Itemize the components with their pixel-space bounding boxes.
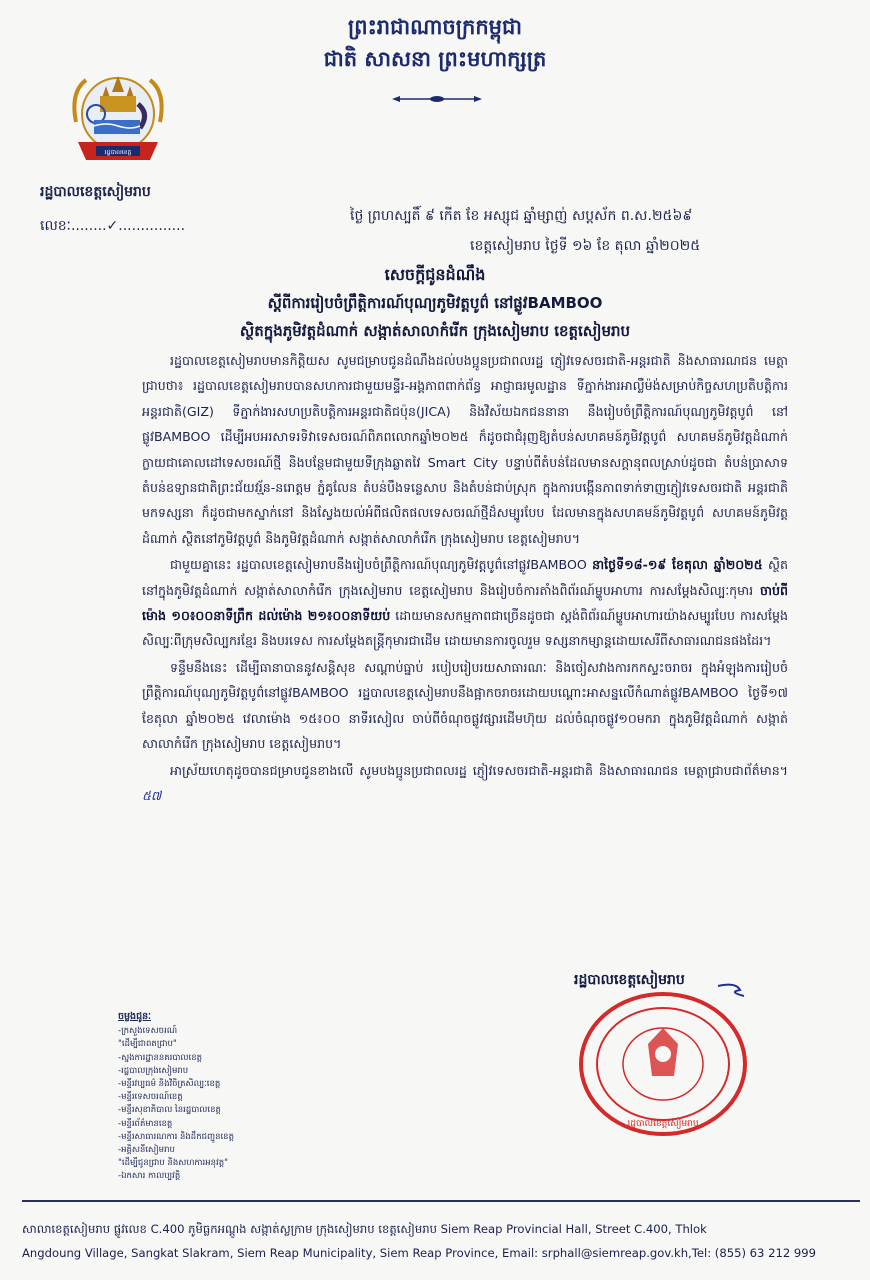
solar-date: ខេត្តសៀមរាប ថ្ងៃទី ១៦ ខែ តុលា ឆ្នាំ២០២៥ (470, 238, 701, 254)
provincial-emblem-logo (66, 62, 170, 172)
paragraph-1: រដ្ឋបាលខេត្តសៀមរាបមានកិត្តិយស សូមជម្រាបជូនដំណឹងដល់បងប្អូនប្រជាពលរដ្ឋ ភ្ញៀវទេសចរជាតិ-អន្តរជាតិ និងសាធារណជន មេត្តាជ្រាបថា៖ រដ្ឋបាលខេត្តសៀមរាបបានសហការជាមួយមន្ទីរ-អង្គភាពពាក់ព័ន្ធ អាជ្ញាធរមូលដ្ឋាន ទីភ្នាក់ងារអាល្លឺម៉ង់សម្រាប់កិច្ចសហប្រតិបត្តិការអន្តរជាតិ(GIZ) ទីភ្នាក់ងារសហប្រតិបត្តិការអន្តរជាតិជប៉ុន(JICA) និងវិស័យឯកជននានា នឹងរៀបចំព្រឹត្តិការណ៍បុណ្យភូមិវត្តបូព៌ នៅផ្លូវBAMBOO ដើម្បីអបអរសាទរទិវាទេសចរណ៍ពិភពលោកឆ្នាំ២០២៥ ក៏ដូចជាជំរុញឱ្យតំបន់សហគមន៍ភូមិវត្តបូព៌ សហគមន៍ភូមិវត្តដំណាក់ ក្លាយជាគោលដៅទេសចរណ៍ថ្មី និងបន្ថែមជាមួយទីក្រុងឆ្លាតវៃ Smart City បន្ទាប់ពីតំបន់ដែលមានសក្តានុពលស្រាប់ដូចជា តំបន់ប្រាសាទ តំបន់ឧទ្យានជាតិព្រះជ័យវរ្ម័ន-នរោត្តម ភ្នំគូលែន តំបន់បឹងទន្លេសាប និងតំបន់ជាប់ស្រុក ក្នុងការបង្កើនភាពទាក់ទាញភ្ញៀវទេសចរជាតិ អន្តរជាតិ មកទស្សនា ក៏ដូចជាមកស្នាក់នៅ និងស្វែងយល់អំពីផលិតផលទេសចរណ៍ថ្មីដ៏សម្បូរបែប ដែលមានក្នុងសហគមន៍ភូមិវត្តបូព៌ សហគមន៍ភូមិវត្តដំណាក់ ស្ថិតនៅភូមិវត្តបូព៌ និងភូមិវត្តដំណាក់ សង្កាត់សាលាកំរើក ក្រុងសៀមរាប ខេត្តសៀមរាប។ (142, 353, 788, 546)
lunar-date: ថ្ងៃ ព្រហស្បតិ៍ ៩ កើត ខែ អស្សុជ ឆ្នាំម្សាញ់ សប្តស័ក ព.ស.២៥៦៩ (350, 208, 693, 224)
cc-item: -ស្នងការដ្ឋាននគរបាលខេត្ត (118, 1052, 202, 1063)
cc-item: -មន្ទីរសុខាភិបាល នៃរដ្ឋបាលខេត្ត (118, 1105, 221, 1116)
p4-text: អាស្រ័យហេតុដូចបានជម្រាបជូនខាងលើ សូមបងប្អូនប្រជាពលរដ្ឋ ភ្ញៀវទេសចរជាតិ-អន្តរជាតិ និងសាធារណជន មេត្តាជ្រាបជាព័ត៌មាន។ (170, 762, 788, 778)
notice-subject-line-2: ស្ថិតក្នុងភូមិវត្តដំណាក់ សង្កាត់សាលាកំរើក ក្រុងសៀមរាប ខេត្តសៀមរាប (239, 322, 631, 340)
issuing-authority: រដ្ឋបាលខេត្តសៀមរាប (40, 184, 151, 200)
cc-item: -មន្ទីរសាធារណការ និងដឹកជញ្ជូនខេត្ត (118, 1131, 234, 1142)
paragraph-2 (142, 552, 788, 654)
cc-item: -អគ្គិសនីសៀមរាប (118, 1145, 175, 1156)
footer-address-line-1: សាលាខេត្តសៀមរាប ផ្លូវលេខ C.400 ភូមិធ្លកអណ្តូង សង្កាត់ស្លក្រាម ក្រុងសៀមរាប ខេត្តសៀមរាប Siem Reap Provincial Hall, Street C.400, Thlok (22, 1222, 707, 1236)
carbon-copy-list (118, 1010, 234, 1184)
p2-text-a: ជាមួយគ្នានេះ រដ្ឋបាលខេត្តសៀមរាបនឹងរៀបចំព្រឹត្តិការណ៍បុណ្យភូមិវត្តបូព៌នៅផ្លូវBAMBOO (170, 557, 593, 573)
paragraph-3: ទន្ទឹមនឹងនេះ ដើម្បីធានាបាននូវសន្តិសុខ សណ្តាប់ធ្នាប់ របៀបរៀបរយសាធារណៈ និងចៀសវាងការកកស្ទះចរាចរ ក្នុងអំឡុងការរៀបចំព្រឹត្តិការណ៍បុណ្យភូមិវត្តបូព៌នៅផ្លូវBAMBOO រដ្ឋបាលខេត្តសៀមរាបនឹងផ្អាកចរាចរដោយបណ្តោះអាសន្នលើកំណាត់ផ្លូវBAMBOO ថ្ងៃទី១៧ ខែតុលា ឆ្នាំ២០២៥ វេលាម៉ោង ១៥៖០០ នាទីរសៀល ចាប់ពីចំណុចផ្លូវផ្សារដើមហ៊ុយ ដល់ចំណុចផ្លូវ១០មករា ក្នុងភូមិវត្តដំណាក់ សង្កាត់សាលាកំរើក ក្រុងសៀមរាប ខេត្តសៀមរាប។ (142, 659, 788, 752)
cc-item: -មន្ទីរវប្បធម៌ និងវិចិត្រសិល្បៈខេត្ត (118, 1079, 221, 1090)
cc-item: -រដ្ឋបាលក្រុងសៀមរាប (118, 1065, 189, 1076)
notice-subject-line-1: ស្តីពីការរៀបចំព្រឹត្តិការណ៍បុណ្យភូមិវត្តបូព៌ នៅផ្លូវBAMBOO (267, 294, 603, 312)
footer-divider (22, 1200, 860, 1202)
notice-title: សេចក្តីជូនដំណឹង (384, 265, 486, 284)
p2-text-c: ស្ថិតនៅក្នុងភូមិវត្តដំណាក់ សង្កាត់សាលាកំរើក ក្រុងសៀមរាប ខេត្តសៀមរាប និងរៀបចំការតាំងពិព័រណ៍ម្ហូបអាហារ ការសម្តែងសិល្បៈកុមារ (142, 557, 788, 598)
p2-event-dates: នាថ្ងៃទី១៨-១៩ ខែតុលា ឆ្នាំ២០២៥ (592, 557, 763, 573)
svg-text:រដ្ឋបាលខេត្ត: រដ្ឋបាលខេត្ត (104, 149, 132, 156)
cc-item: -ក្រសួងទេសចរណ៍ (118, 1026, 178, 1037)
reference-dots: ........✓............... (70, 218, 186, 234)
notice-body (142, 348, 788, 809)
p2-text-e: ដោយមានសកម្មភាពជាច្រើនដូចជា ស្តង់ពិព័រណ៍ម្ហូបអាហារយ៉ាងសម្បូរបែប ការសម្តែងសិល្បៈពីក្រុមសិល្បករខ្មែរ និងបរទេស ការសម្តែងតន្ត្រីកុមារជាដើម ដោយមានការចូលរួម ទស្សនាកម្សាន្តដោយសេរីពីសាធារណជនផងដែរ។ (142, 608, 789, 649)
cc-item: -ឯកសារ កាលប្បវត្តិ (118, 1171, 181, 1182)
official-red-seal (568, 980, 758, 1140)
svg-text:រដ្ឋបាលខេត្តសៀមរាប: រដ្ឋបាលខេត្តសៀមរាប (627, 1119, 699, 1129)
reference-number (40, 216, 185, 237)
cc-item: -មន្ទីរព័ត៌មានខេត្ត (118, 1118, 173, 1129)
cc-item: "ដើម្បីជូនជ្រាប និងសហការអនុវត្ត" (118, 1158, 229, 1169)
paragraph-4 (142, 758, 788, 809)
p4-handwritten-mark: ៥៧ (142, 787, 162, 803)
cc-item: -មន្ទីរទេសចរណ៍ខេត្ត (118, 1092, 183, 1103)
cc-heading: ចម្លងជូនៈ (118, 1011, 152, 1022)
p2-event-hours: ចាប់ពីម៉ោង ១០៖០០នាទីព្រឹក ដល់ម៉ោង ២១៖០០នាទីយប់ (142, 582, 788, 624)
ornament-divider (392, 94, 482, 104)
reference-label: លេខៈ (40, 218, 71, 234)
kingdom-heading: ព្រះរាជាណាចក្រកម្ពុជា (347, 15, 522, 39)
handwritten-signature (718, 985, 744, 996)
signatory-title: រដ្ឋបាលខេត្តសៀមរាប (574, 972, 685, 988)
cc-item: "ដើម្បីជាពតជ្រាប" (118, 1039, 177, 1050)
footer-address-line-2: Angdoung Village, Sangkat Slakram, Siem Reap Municipality, Siem Reap Province, Email: srphall@siemreap.gov.kh,Tel: (855) 63 212 999 (22, 1246, 817, 1260)
national-motto: ជាតិ សាសនា ព្រះមហាក្សត្រ (323, 47, 547, 71)
